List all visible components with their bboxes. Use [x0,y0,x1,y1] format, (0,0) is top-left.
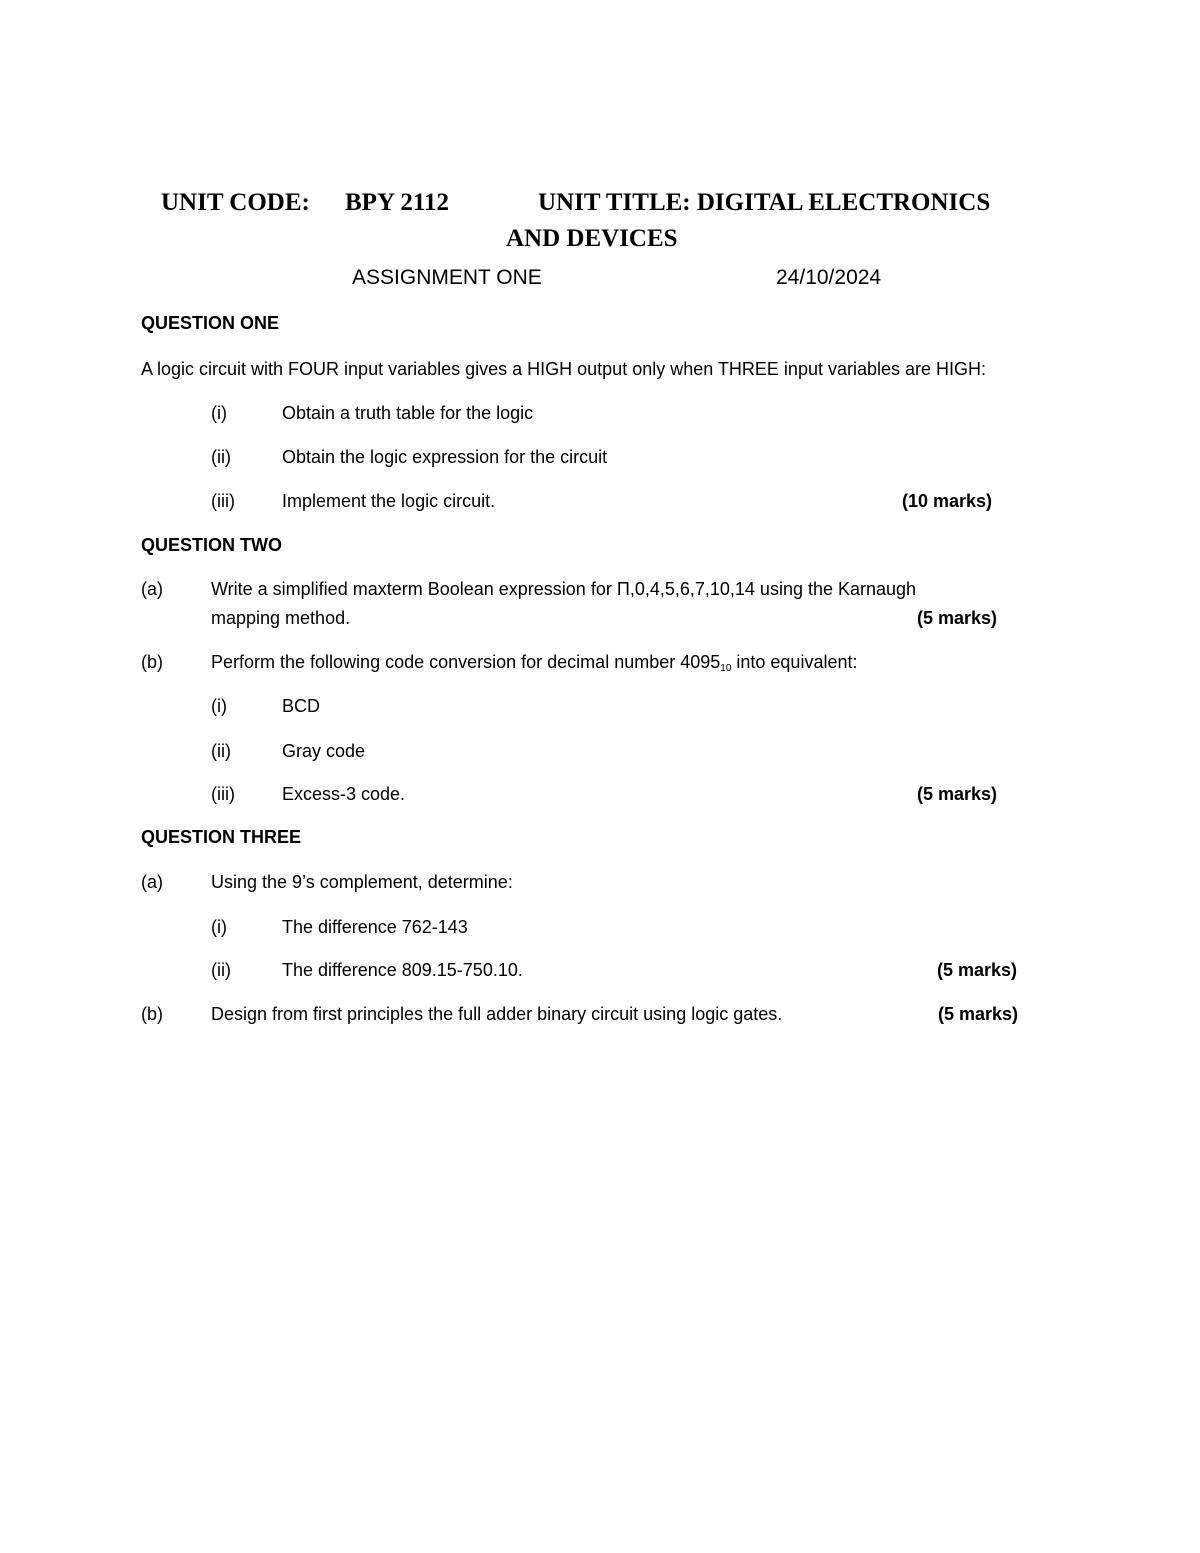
q2b-item-number: (i) [211,696,227,716]
q3a-item-text: The difference 809.15-750.10. [282,960,523,980]
unit-code: BPY 2112 [345,189,449,216]
q1-item-number: (i) [211,403,227,423]
question-two-heading: QUESTION TWO [141,535,282,555]
q2b-text [211,650,857,681]
q1-marks: (10 marks) [902,491,993,511]
unit-title-line2: AND DEVICES [506,225,678,252]
q1-item-text: Implement the logic circuit. [282,491,496,511]
q2b-subscript: 10 [720,663,732,674]
q1-item-text: Obtain the logic expression for the circuit [282,447,608,467]
q2b-text-after: into equivalent: [731,652,858,672]
q3b-text: Design from first principles the full adder binary circuit using logic gates. [211,1004,783,1024]
q3a-marks: (5 marks) [937,960,1018,980]
q1-item-number: (iii) [211,491,235,511]
assignment-label: ASSIGNMENT ONE [352,266,542,289]
q2a-text-line2: mapping method. [211,608,351,628]
q2a-letter: (a) [141,579,163,599]
q2a-text-line1: Write a simplified maxterm Boolean expression for Π,0,4,5,6,7,10,14 using the Karnaugh [211,579,917,599]
question-three-heading: QUESTION THREE [141,827,302,847]
q3a-item-number: (ii) [211,960,231,980]
q2a-marks: (5 marks) [917,608,998,628]
unit-title-line1: UNIT TITLE: DIGITAL ELECTRONICS [538,189,991,216]
q3a-text: Using the 9’s complement, determine: [211,872,513,892]
q3a-letter: (a) [141,872,163,892]
q2b-text-before: Perform the following code conversion for decimal number 4095 [211,652,721,672]
unit-code-label: UNIT CODE: [161,189,310,216]
q1-item-text: Obtain a truth table for the logic [282,403,534,423]
q2b-item-number: (ii) [211,741,231,761]
question-one-heading: QUESTION ONE [141,313,280,333]
q2b-letter: (b) [141,652,163,672]
q3b-letter: (b) [141,1004,163,1024]
q1-item-number: (ii) [211,447,231,467]
q2b-item-number: (iii) [211,784,235,804]
q2b-item-text: BCD [282,696,321,716]
q3a-item-text: The difference 762-143 [282,917,468,937]
question-one-intro: A logic circuit with FOUR input variables gives a HIGH output only when THREE input variables are HIGH: [141,359,987,379]
q2b-item-text: Gray code [282,741,366,761]
q2b-marks: (5 marks) [917,784,998,804]
q2b-item-text: Excess-3 code. [282,784,406,804]
q3b-marks: (5 marks) [938,1004,1019,1024]
assignment-date: 24/10/2024 [776,266,882,289]
q3a-item-number: (i) [211,917,227,937]
